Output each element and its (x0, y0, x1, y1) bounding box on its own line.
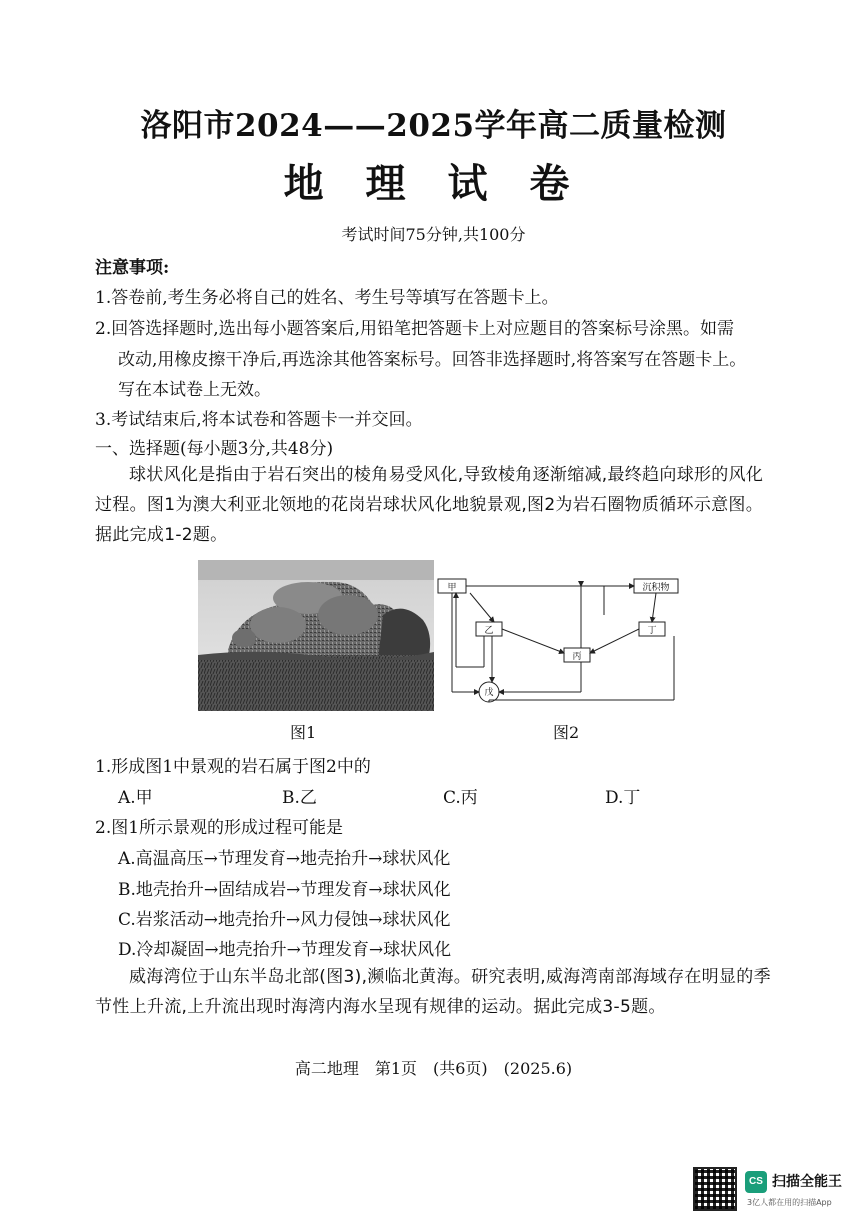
question-1-option-d: D.丁 (605, 788, 641, 808)
figure-1-photo (198, 560, 434, 711)
question-1-option-a: A.甲 (118, 788, 153, 808)
app-name: 扫描全能王 (772, 1174, 842, 1190)
question-1-stem: 1.形成图1中景观的岩石属于图2中的 (95, 757, 371, 777)
note-item-3: 3.考试结束后,将本试卷和答题卡一并交回。 (95, 410, 423, 430)
question-2-option-b: B.地壳抬升→固结成岩→节理发育→球状风化 (118, 880, 451, 900)
scanner-watermark (693, 1167, 858, 1219)
question-2-option-c: C.岩浆活动→地壳抬升→风力侵蚀→球状风化 (118, 910, 451, 930)
qr-code-icon (693, 1167, 737, 1211)
app-logo-icon: CS (745, 1171, 767, 1193)
label-ding: 丁 (647, 626, 657, 636)
rock-cycle-svg (434, 575, 684, 710)
exam-title: 洛阳市2024——2025学年高二质量检测 (140, 108, 727, 144)
label-yi: 乙 (484, 626, 494, 636)
label-sediment: 沉积物 (642, 583, 670, 593)
section-heading: 一、选择题(每小题3分,共48分) (95, 439, 334, 459)
note-item-1: 1.答卷前,考生务必将自己的姓名、考生号等填写在答题卡上。 (95, 288, 559, 308)
label-bing: 丙 (572, 652, 582, 662)
figure-1-caption: 图1 (290, 723, 317, 742)
intro-paragraph: 球状风化是指由于岩石突出的棱角易受风化,导致棱角逐渐缩减,最终趋向球形的风化过程。图1为澳大利亚北领地的花岗岩球状风化地貌景观,图2为岩石圈物质循环示意图。据此完成1-2题。 (95, 465, 764, 545)
question-2-option-a: A.高温高压→节理发育→地壳抬升→球状风化 (118, 849, 451, 869)
figure-2-caption: 图2 (553, 723, 580, 742)
question-1-option-b: B.乙 (282, 788, 317, 808)
notes-heading: 注意事项: (95, 258, 170, 278)
question-2-option-d: D.冷却凝固→地壳抬升→节理发育→球状风化 (118, 940, 452, 960)
subject-title: 地 理 试 卷 (283, 160, 584, 207)
exam-info: 考试时间75分钟,共100分 (341, 225, 526, 244)
intro-paragraph-2: 威海湾位于山东半岛北部(图3),濒临北黄海。研究表明,威海湾南部海域存在明显的季节性上升流,上升流出现时海湾内海水呈现有规律的运动。据此完成3-5题。 (95, 967, 771, 1017)
note-item-2-line2: 改动,用橡皮擦干净后,再选涂其他答案标号。回答非选择题时,将答案写在答题卡上。 (118, 350, 747, 370)
app-slogan: 3亿人都在用的扫描App (747, 1198, 832, 1207)
granite-landscape-image (198, 560, 434, 711)
question-1-option-c: C.丙 (443, 788, 478, 808)
label-jia: 甲 (447, 583, 457, 593)
label-wu: 戊 (484, 688, 494, 698)
note-item-2-line1: 2.回答选择题时,选出每小题答案后,用铅笔把答题卡上对应题目的答案标号涂黑。如需 (95, 319, 735, 339)
figure-2-rock-cycle-diagram (434, 575, 684, 710)
question-2-stem: 2.图1所示景观的形成过程可能是 (95, 818, 344, 838)
note-item-2-line3: 写在本试卷上无效。 (118, 380, 271, 400)
page-footer: 高二地理 第1页 (共6页) (2025.6) (294, 1059, 573, 1078)
